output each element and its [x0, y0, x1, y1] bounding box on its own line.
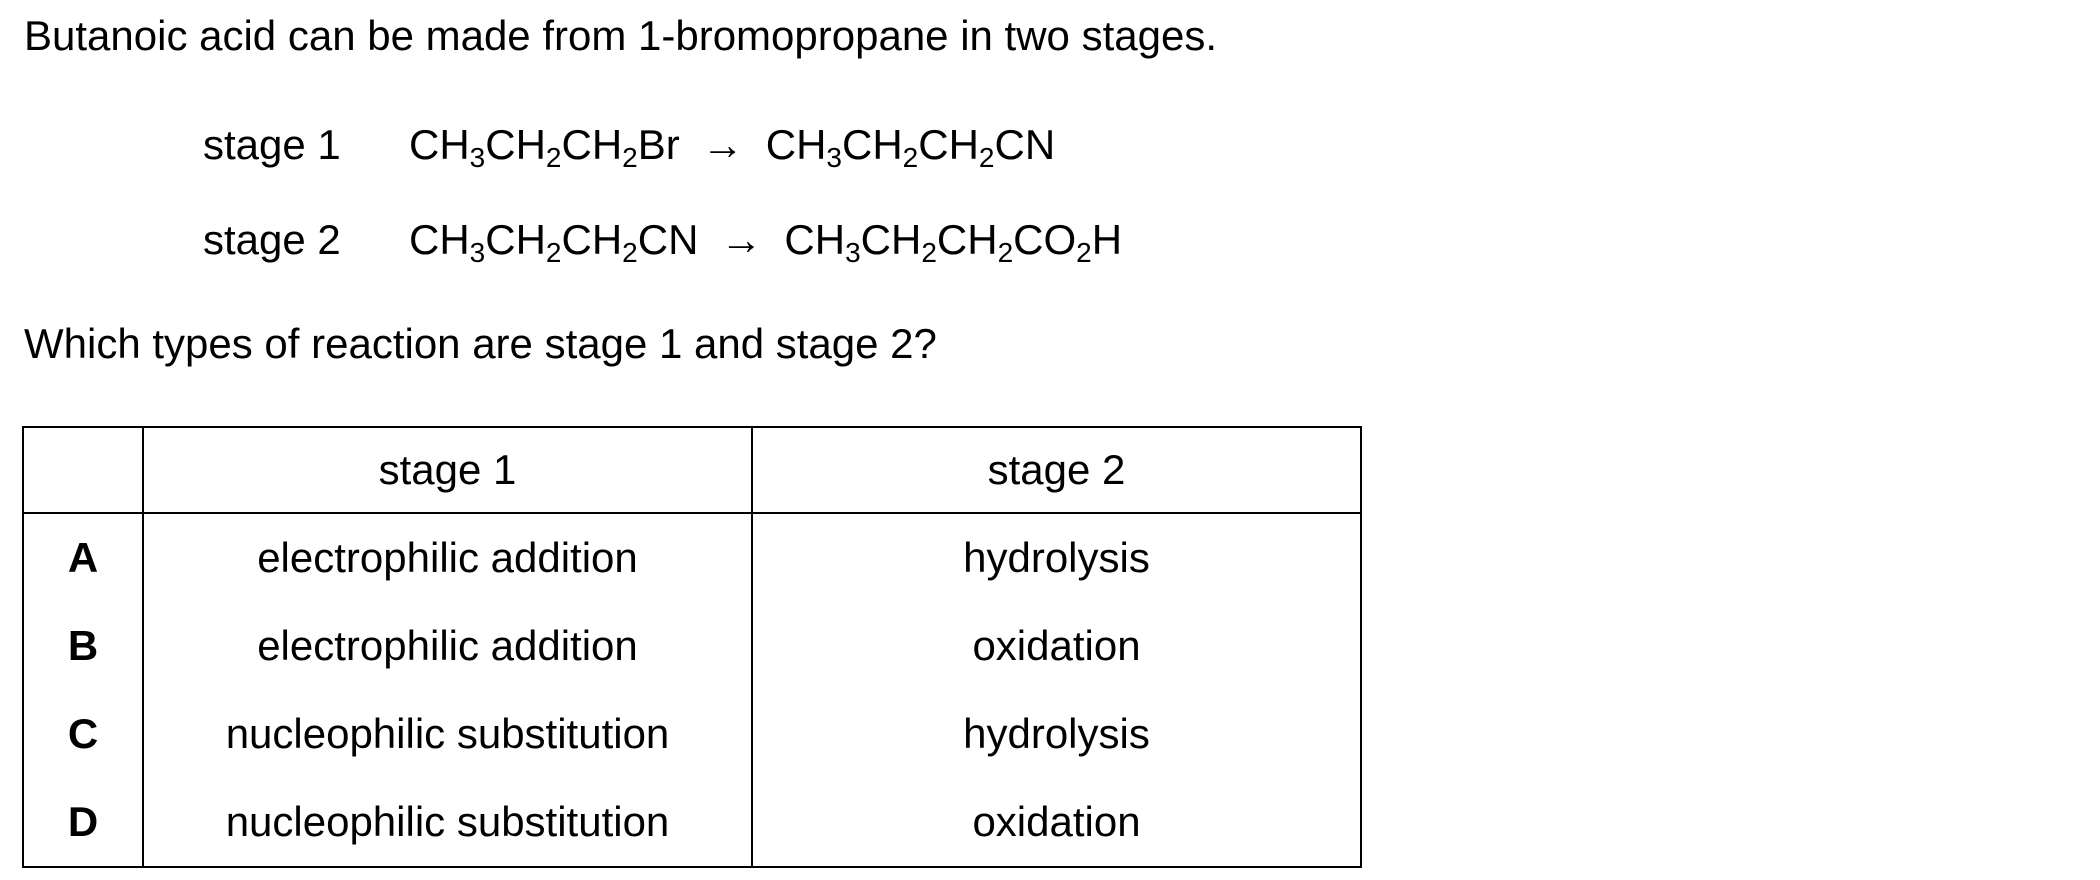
- option-row-d: [23, 778, 1361, 867]
- formula-subscript: 2: [921, 237, 937, 268]
- reaction-arrow: →: [701, 121, 744, 168]
- formula-subscript: 3: [845, 237, 861, 268]
- option-row-c: [23, 690, 1361, 778]
- table-header-row: [23, 427, 1361, 513]
- option-stage-2: oxidation: [752, 602, 1361, 690]
- formula-subscript: 2: [902, 142, 919, 173]
- option-letter: C: [23, 690, 143, 778]
- formula-segment: CH: [409, 216, 470, 263]
- formula-segment: CN: [637, 216, 699, 263]
- formula-segment: CH: [936, 216, 998, 263]
- formula-subscript: 3: [469, 142, 486, 173]
- stage-1-equation: [203, 117, 1055, 173]
- formula-subscript: 2: [1076, 237, 1092, 268]
- formula-segment: CN: [994, 121, 1056, 168]
- option-stage-1: nucleophilic substitution: [143, 690, 752, 778]
- formula-segment: CH: [860, 216, 922, 263]
- formula-segment: CH: [561, 216, 623, 263]
- option-row-a: [23, 513, 1361, 602]
- formula-subscript: 3: [826, 142, 842, 173]
- option-stage-1: electrophilic addition: [143, 513, 752, 602]
- option-row-b: [23, 602, 1361, 690]
- stage-1-product-formula: [765, 121, 1056, 173]
- option-letter: A: [23, 513, 143, 602]
- formula-segment: CH: [842, 121, 903, 168]
- formula-segment: Br: [637, 121, 680, 168]
- reaction-arrow: →: [720, 216, 763, 263]
- formula-segment: CH: [485, 216, 546, 263]
- formula-subscript: 2: [978, 142, 995, 173]
- formula-subscript: 2: [622, 237, 638, 268]
- option-stage-2: hydrolysis: [752, 690, 1361, 778]
- formula-segment: CH: [561, 121, 623, 168]
- stage-2-equation: [203, 212, 1122, 268]
- formula-subscript: 2: [545, 237, 562, 268]
- stage-2-label: stage 2: [203, 216, 341, 263]
- header-stage-2: stage 2: [752, 427, 1361, 513]
- stage-2-product-formula: [784, 216, 1123, 268]
- formula-subscript: 2: [545, 142, 562, 173]
- answer-options-table: [22, 426, 1362, 868]
- formula-segment: CO: [1013, 216, 1077, 263]
- formula-segment: CH: [485, 121, 546, 168]
- option-stage-2: oxidation: [752, 778, 1361, 867]
- option-letter: D: [23, 778, 143, 867]
- stage-2-reactant-formula: [409, 216, 699, 268]
- option-stage-2: hydrolysis: [752, 513, 1361, 602]
- stage-1-reactant-formula: [409, 121, 680, 173]
- header-letter: [23, 427, 143, 513]
- option-letter: B: [23, 602, 143, 690]
- option-stage-1: nucleophilic substitution: [143, 778, 752, 867]
- question-text: Which types of reaction are stage 1 and stage 2?: [24, 320, 937, 367]
- formula-subscript: 3: [469, 237, 486, 268]
- option-stage-1: electrophilic addition: [143, 602, 752, 690]
- formula-segment: CH: [918, 121, 979, 168]
- formula-segment: CH: [784, 216, 846, 263]
- formula-subscript: 2: [622, 142, 638, 173]
- formula-segment: CH: [765, 121, 827, 168]
- intro-text: Butanoic acid can be made from 1-bromopropane in two stages.: [24, 12, 1218, 59]
- formula-segment: CH: [409, 121, 470, 168]
- header-stage-1: stage 1: [143, 427, 752, 513]
- formula-subscript: 2: [997, 237, 1014, 268]
- stage-1-label: stage 1: [203, 121, 341, 168]
- formula-segment: H: [1091, 216, 1123, 263]
